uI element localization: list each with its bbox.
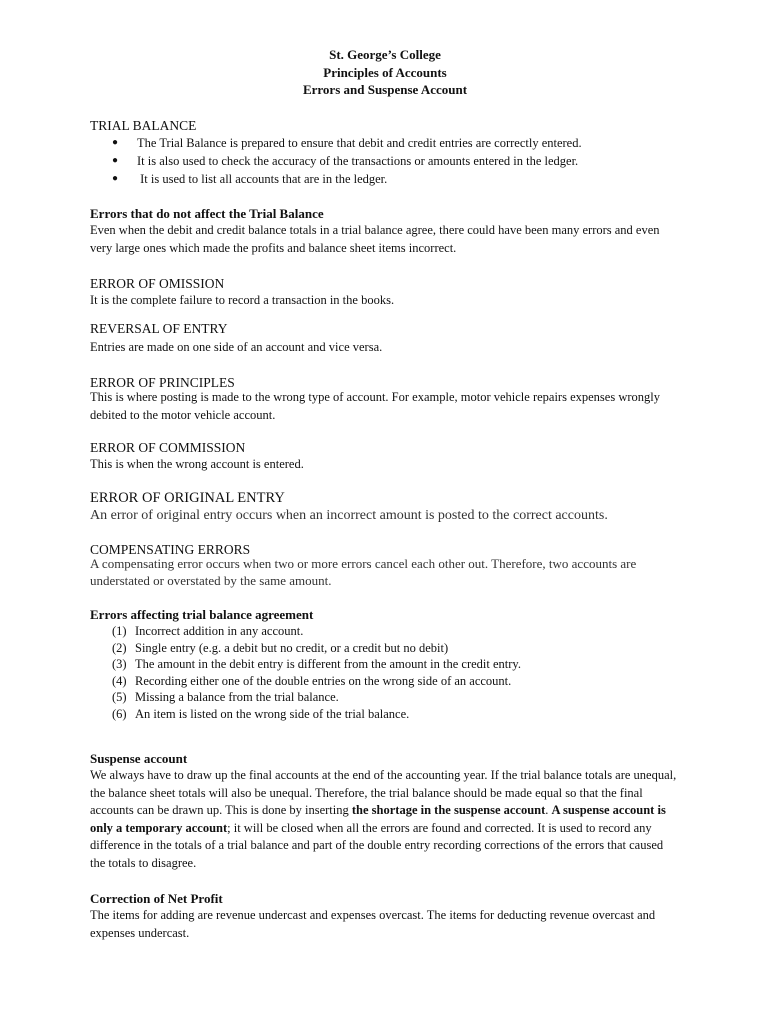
suspense-text: We always have to draw up the final accounts at the end of the accounting year. If the trial balance totals are unequal, the balance sheet totals will also be unequal. Therefore, the trial balance should be made equal so that the final accounts can be drawn up. This is done by inserting the shortage in the suspense account. A suspense account is only a temporary account; it will be closed when all the errors are found and corrected. It is used to record any difference in the totals of a trial balance and part of the double entry recording corrections of the errors that caused the totals to disagree. [90,768,677,870]
list-item: (2) Single entry (e.g. a debit but no credit, or a credit but no debit) [112,640,449,655]
reversal-heading: REVERSAL OF ENTRY [90,321,228,336]
bullet-icon: ● [112,155,119,166]
list-item: (5) Missing a balance from the trial balance. [112,690,339,704]
trial-balance-list [90,134,690,188]
list-item: ● The Trial Balance is prepared to ensure that debit and credit entries are correctly entered. [112,136,582,150]
list-item: ● It is also used to check the accuracy of the transactions or amounts entered in the ledger. [112,154,579,168]
document-header [90,46,680,99]
trial-balance-heading: TRIAL BALANCE [90,118,197,133]
compensating-heading: COMPENSATING ERRORS [90,542,251,557]
commission-heading: ERROR OF COMMISSION [90,440,246,455]
net-profit-text: The items for adding are revenue undercast and expenses overcast. The items for deducting revenue overcast and expenses undercast. [90,908,656,940]
errors-not-affect-text: Even when the debit and credit balance totals in a trial balance agree, there could have been many errors and even very large ones which made the profits and balance sheet items incorrect. [90,223,660,255]
bullet-icon: ● [112,173,119,184]
original-entry-text: An error of original entry occurs when an incorrect amount is posted to the correct accounts. [90,508,608,523]
principles-heading: ERROR OF PRINCIPLES [90,375,235,390]
list-item: (4) Recording either one of the double entries on the wrong side of an account. [112,673,512,688]
topic-title: Errors and Suspense Account [302,82,468,97]
bullet-icon: ● [112,137,119,148]
school-name: St. George’s College [329,47,441,62]
principles-text: This is where posting is made to the wrong type of account. For example, motor vehicle repairs expenses wrongly debited to the motor vehicle account. [90,390,660,422]
errors-not-affect-heading: Errors that do not affect the Trial Balance [90,206,324,221]
affecting-list [112,623,672,722]
suspense-heading: Suspense account [90,751,188,766]
list-item: (3) The amount in the debit entry is different from the amount in the credit entry. [112,657,521,671]
list-item: ● It is used to list all accounts that are in the ledger. [112,172,388,186]
list-item: (1) Incorrect addition in any account. [112,624,304,638]
subject-title: Principles of Accounts [323,64,447,80]
reversal-text: Entries are made on one side of an account and vice versa. [90,340,383,354]
omission-text: It is the complete failure to record a transaction in the books. [90,293,395,307]
net-profit-heading: Correction of Net Profit [90,891,223,906]
original-entry-heading: ERROR OF ORIGINAL ENTRY [90,490,285,506]
omission-heading: ERROR OF OMISSION [90,276,225,291]
list-item: (6) An item is listed on the wrong side of the trial balance. [112,706,410,721]
commission-text: This is when the wrong account is entered. [90,457,304,471]
affecting-heading: Errors affecting trial balance agreement [90,607,314,622]
compensating-text: A compensating error occurs when two or more errors cancel each other out. Therefore, two accounts are understated or overstated by the same amount. [90,556,637,588]
